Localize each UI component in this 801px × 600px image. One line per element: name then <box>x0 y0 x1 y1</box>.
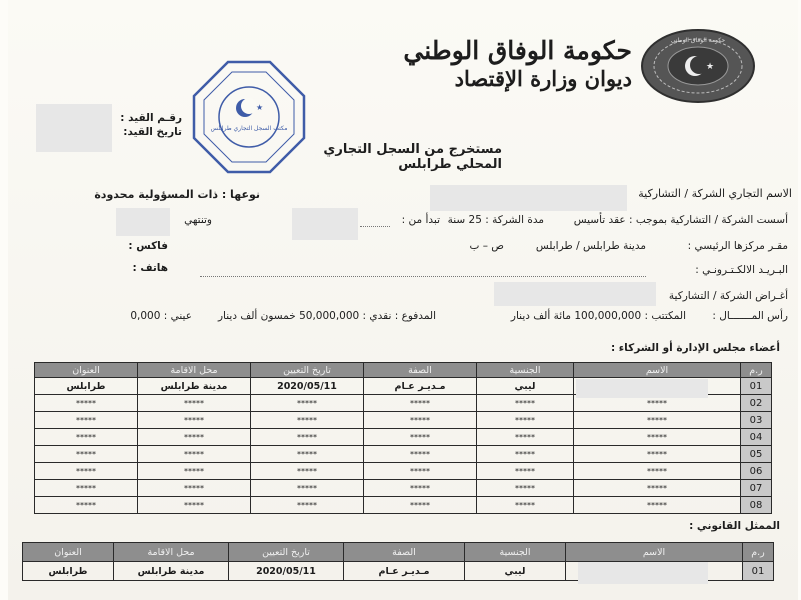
cell-name: ***** <box>574 395 741 412</box>
emblem-label: حكومة الوفاق الوطني <box>670 37 726 44</box>
cell-name: ***** <box>574 429 741 446</box>
svg-text:★: ★ <box>256 103 264 112</box>
founded-by-label: أسست الشركة / التشاركية بموجب : عقد تأسيس <box>573 214 788 226</box>
purposes-label: أغـراض الشركة / التشاركية <box>668 290 788 302</box>
registration-number-label: رقـم القيد : <box>120 112 182 124</box>
cell-residence: ***** <box>138 395 251 412</box>
cell-address: ***** <box>35 412 138 429</box>
redacted-registration <box>36 104 112 152</box>
col-nationality: الجنسية <box>477 363 574 378</box>
cell-residence: مدينة طرابلس <box>114 562 229 581</box>
cell-address: ***** <box>35 429 138 446</box>
cell-role: ***** <box>364 446 477 463</box>
cell-nationality: ليبي <box>477 378 574 395</box>
ministry-title: ديوان وزارة الإقتصاد <box>454 66 632 91</box>
cell-date: ***** <box>251 412 364 429</box>
table-row <box>35 463 772 480</box>
cell-date: 2020/05/11 <box>229 562 344 581</box>
table-row <box>35 497 772 514</box>
ends-label: وتنتهي <box>184 214 212 226</box>
cell-address: ***** <box>35 497 138 514</box>
hq-value: مدينة طرابلس / طرابلس <box>535 240 646 252</box>
col-name: الاسم <box>566 543 743 562</box>
board-header-row <box>35 363 772 378</box>
cell-date: 2020/05/11 <box>251 378 364 395</box>
registration-date-label: تاريخ القيد: <box>123 126 182 138</box>
company-type: نوعها : ذات المسؤولية محدودة <box>94 188 260 201</box>
cell-date: ***** <box>251 429 364 446</box>
cell-num: 06 <box>741 463 772 480</box>
government-title: حكومة الوفاق الوطني <box>403 36 632 65</box>
cell-nationality: ليبي <box>465 562 566 581</box>
col-role: الصفة <box>344 543 465 562</box>
cell-nationality: ***** <box>477 497 574 514</box>
cell-residence: ***** <box>138 497 251 514</box>
col-role: الصفة <box>364 363 477 378</box>
cell-name: ***** <box>574 480 741 497</box>
table-row <box>35 429 772 446</box>
legal-rep-header-row <box>23 543 774 562</box>
phone-label: هاتف : <box>132 262 168 274</box>
cell-name: ***** <box>574 497 741 514</box>
cell-residence: ***** <box>138 429 251 446</box>
cell-nationality: ***** <box>477 412 574 429</box>
col-name: الاسم <box>574 363 741 378</box>
redacted-trade-name <box>430 185 627 211</box>
capital-in-kind: عيني : 0,000 <box>130 310 192 322</box>
col-number: ر.م <box>741 363 772 378</box>
cell-role: ***** <box>364 395 477 412</box>
redacted-start-date <box>292 208 358 240</box>
fax-label: فاكس : <box>128 240 168 252</box>
cell-role: ***** <box>364 497 477 514</box>
redacted-board-member-name <box>576 379 708 398</box>
cell-num: 04 <box>741 429 772 446</box>
cell-date: ***** <box>251 395 364 412</box>
redacted-end-date <box>116 208 170 236</box>
cell-name: ***** <box>574 463 741 480</box>
col-address: العنوان <box>23 543 114 562</box>
cell-address: ***** <box>35 395 138 412</box>
cell-name: ***** <box>574 446 741 463</box>
redacted-purposes <box>494 282 656 306</box>
capital-subscribed: المكتتب : 100,000,000 مائة ألف دينار <box>510 310 686 322</box>
cell-address: ***** <box>35 463 138 480</box>
table-row <box>35 412 772 429</box>
col-appointment-date: تاريخ التعيين <box>251 363 364 378</box>
extract-subtitle: مستخرج من السجل التجاري المحلي طرابلس <box>323 142 502 172</box>
cell-role: ***** <box>364 480 477 497</box>
cell-residence: ***** <box>138 480 251 497</box>
cell-role: مـديـر عـام <box>364 378 477 395</box>
cell-num: 02 <box>741 395 772 412</box>
cell-role: ***** <box>364 463 477 480</box>
cell-nationality: ***** <box>477 395 574 412</box>
col-address: العنوان <box>35 363 138 378</box>
cell-role: ***** <box>364 429 477 446</box>
cell-role: مـديـر عـام <box>344 562 465 581</box>
cell-role: ***** <box>364 412 477 429</box>
board-heading: أعضاء مجلس الإدارة أو الشركاء : <box>610 342 780 354</box>
cell-num: 01 <box>741 378 772 395</box>
cell-name: ***** <box>574 412 741 429</box>
cell-date: ***** <box>251 480 364 497</box>
cell-nationality: ***** <box>477 429 574 446</box>
starts-from-label: تبدأ من : <box>401 214 440 226</box>
legal-rep-heading: الممثل القانوني : <box>689 520 780 532</box>
cell-date: ***** <box>251 497 364 514</box>
cell-residence: ***** <box>138 463 251 480</box>
company-duration: مدة الشركة : 25 سنة <box>447 214 544 226</box>
cell-num: 01 <box>743 562 774 581</box>
cell-nationality: ***** <box>477 446 574 463</box>
col-appointment-date: تاريخ التعيين <box>229 543 344 562</box>
cell-date: ***** <box>251 463 364 480</box>
svg-text:★: ★ <box>706 62 715 72</box>
cell-nationality: ***** <box>477 480 574 497</box>
cell-num: 03 <box>741 412 772 429</box>
cell-residence: ***** <box>138 412 251 429</box>
government-emblem <box>640 28 756 104</box>
capital-label: رأس المـــــــال : <box>712 310 788 322</box>
hq-label: مقـر مركزها الرئيسي : <box>687 240 788 252</box>
cell-residence: ***** <box>138 446 251 463</box>
cell-address: طرابلس <box>23 562 114 581</box>
table-row <box>35 446 772 463</box>
cell-num: 07 <box>741 480 772 497</box>
redacted-legal-rep-name <box>578 562 708 584</box>
cell-address: ***** <box>35 446 138 463</box>
po-box-label: ص – ب <box>469 240 504 252</box>
cell-address: طرابلس <box>35 378 138 395</box>
cell-residence: مدينة طرابلس <box>138 378 251 395</box>
table-row <box>35 480 772 497</box>
cell-date: ***** <box>251 446 364 463</box>
cell-num: 08 <box>741 497 772 514</box>
col-residence: محل الاقامة <box>114 543 229 562</box>
col-number: ر.م <box>743 543 774 562</box>
cell-num: 05 <box>741 446 772 463</box>
cell-nationality: ***** <box>477 463 574 480</box>
cell-address: ***** <box>35 480 138 497</box>
trade-name-label: الاسم التجاري الشركة / التشاركية <box>638 187 792 200</box>
capital-paid: المدفوع : نقدي : 50,000,000 خمسون ألف دينار <box>217 310 436 322</box>
col-nationality: الجنسية <box>465 543 566 562</box>
stamp-text: مكتب السجل التجاري طرابلس <box>210 125 288 132</box>
email-label: البـريـد الالكـتـرونـي : <box>695 264 788 276</box>
col-residence: محل الاقامة <box>138 363 251 378</box>
